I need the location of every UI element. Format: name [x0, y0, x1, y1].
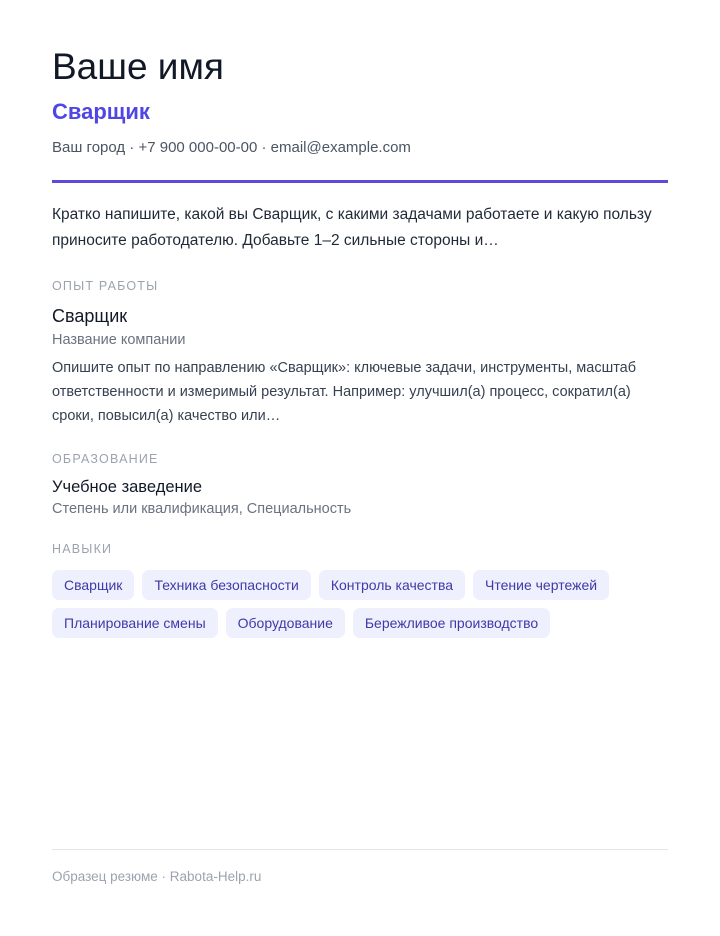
- skill-chip: Сварщик: [52, 570, 134, 600]
- skill-chip: Оборудование: [226, 608, 345, 638]
- footer-divider: [52, 849, 668, 850]
- skills-list: [52, 570, 668, 638]
- skill-chip: Бережливое производство: [353, 608, 550, 638]
- education-school: Учебное заведение: [52, 478, 203, 496]
- skill-chip: Чтение чертежей: [473, 570, 609, 600]
- company-name: Название компании: [52, 332, 186, 348]
- resume-name: Ваше имя: [52, 46, 224, 87]
- contact-line: Ваш город · +7 900 000-00-00 · email@example.com: [52, 139, 411, 156]
- skill-chip: Контроль качества: [319, 570, 465, 600]
- resume-position-title: Сварщик: [52, 99, 150, 124]
- summary-text: Кратко напишите, какой вы Сварщик, с какими задачами работаете и какую пользу приносите работодателю. Добавьте 1–2 сильные стороны и…: [52, 206, 652, 249]
- skill-chip: Техника безопасности: [142, 570, 310, 600]
- education-section-label: ОБРАЗОВАНИЕ: [52, 452, 159, 466]
- job-description: Опишите опыт по направлению «Сварщик»: ключевые задачи, инструменты, масштаб ответственности и измеримый результат. Например: улучшил(а) процесс, сократил(а) сроки, повысил(а) качество или…: [52, 360, 637, 424]
- skills-section-label: НАВЫКИ: [52, 542, 113, 556]
- skill-chip: Планирование смены: [52, 608, 218, 638]
- experience-section-label: ОПЫТ РАБОТЫ: [52, 279, 159, 293]
- education-degree: Степень или квалификация, Специальность: [52, 501, 352, 517]
- header-divider: [52, 180, 668, 183]
- resume-page: [52, 0, 668, 936]
- job-title: Сварщик: [52, 306, 128, 326]
- footer-text: Образец резюме · Rabota-Help.ru: [52, 869, 262, 884]
